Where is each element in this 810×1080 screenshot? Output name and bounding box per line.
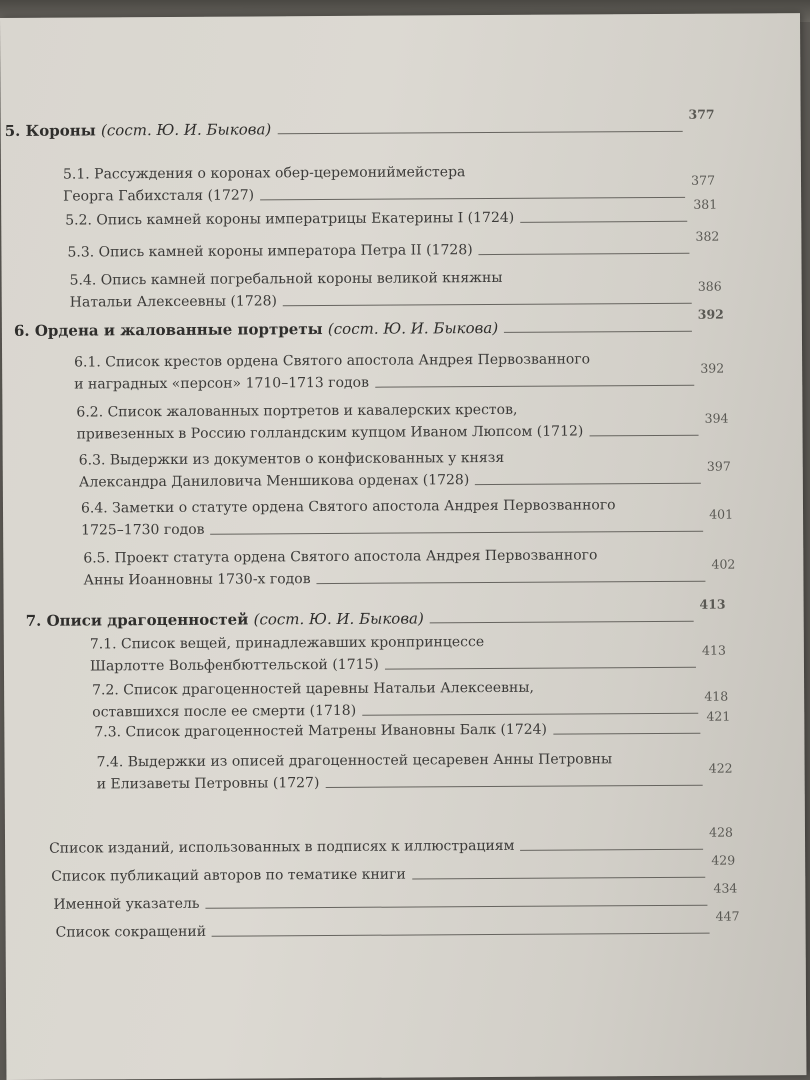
- dot-leader: [412, 877, 706, 880]
- dot-leader: [211, 531, 704, 535]
- entry-line-1: Список публикаций авторов по тематике книги: [51, 866, 406, 885]
- toc-entry-abbreviations: [55, 908, 740, 943]
- entry-line-2: Анны Иоанновны 1730-х годов: [83, 571, 311, 589]
- entry-line-2: Натальи Алексеевны (1728): [69, 293, 278, 311]
- page-number: 401: [709, 506, 734, 522]
- section-title: Описи драгоценностей: [46, 610, 249, 630]
- page-number: 418: [704, 688, 729, 704]
- toc-entry-author-publications: [51, 852, 736, 888]
- dot-leader: [479, 253, 690, 255]
- dot-leader: [325, 785, 702, 788]
- toc-entry-7-1: [90, 630, 726, 678]
- toc-entry-5-4: [70, 266, 722, 314]
- toc-entry-name-index: [53, 880, 738, 916]
- dot-leader: [206, 905, 708, 909]
- dot-leader: [589, 435, 698, 437]
- toc-entry-6-4: [81, 494, 733, 542]
- toc-entry-6-2: [76, 398, 728, 446]
- section-credit: (сост. Ю. И. Быкова): [100, 120, 272, 140]
- page-number: 447: [715, 908, 740, 924]
- dot-leader: [521, 849, 704, 851]
- toc-section-5: [4, 106, 715, 142]
- section-number: 5.: [4, 121, 21, 140]
- entry-line-1: 6.3. Выдержки из документов о конфискованных у князя: [78, 449, 505, 469]
- entry-line-2: Георга Габихсталя (1727): [63, 187, 255, 205]
- page-number: 434: [713, 880, 738, 896]
- entry-line-2: Шарлотте Вольфенбюттельской (1715): [89, 656, 379, 675]
- dot-leader: [475, 483, 701, 485]
- entry-line-2: привезенных в Россию голландским купцом Иваном Люпсом (1712): [76, 423, 584, 443]
- toc-entry-5-3: [67, 228, 720, 264]
- toc-section-7: [25, 596, 726, 632]
- dot-leader: [283, 303, 692, 306]
- page-number: 377: [688, 106, 715, 122]
- section-number: 6.: [13, 321, 30, 340]
- page-number: 386: [697, 278, 722, 294]
- toc-entry-6-5: [83, 544, 735, 592]
- dot-leader: [375, 385, 694, 388]
- page-number: 402: [711, 556, 736, 572]
- page-number: 382: [695, 228, 720, 244]
- page-number: 381: [693, 196, 718, 212]
- entry-line-2: и наградных «персон» 1710–1713 годов: [74, 374, 370, 393]
- toc-entry-bibliography: [49, 824, 734, 860]
- entry-line-1: 6.2. Список жалованных портретов и кавалерских крестов,: [76, 401, 518, 421]
- dot-leader: [520, 221, 687, 223]
- section-credit: (сост. Ю. И. Быкова): [327, 318, 499, 339]
- entry-line-1: 6.1. Список крестов ордена Святого апостола Андрея Первозванного: [74, 351, 591, 371]
- entry-line-1: 7.2. Список драгоценностей царевны Натальи Алексеевны,: [92, 679, 534, 699]
- section-credit: (сост. Ю. И. Быкова): [253, 609, 424, 629]
- entry-line-1: 5.2. Опись камней короны императрицы Екатерины I (1724): [65, 209, 515, 229]
- toc-entry-5-1: [63, 160, 715, 208]
- dot-leader: [277, 131, 682, 134]
- page-number: 394: [704, 410, 729, 426]
- page-number: 413: [699, 596, 726, 612]
- dot-leader: [553, 733, 701, 735]
- entry-line-1: 7.4. Выдержки из описей драгоценностей цесаревен Анны Петровны: [96, 751, 613, 771]
- entry-line-2: и Елизаветы Петровны (1727): [96, 775, 320, 793]
- dot-leader: [385, 667, 696, 670]
- entry-line-2: оставшихся после ее смерти (1718): [92, 702, 357, 721]
- dot-leader: [504, 331, 692, 333]
- toc-entry-5-2: [65, 196, 718, 232]
- entry-line-1: 5.3. Опись камней короны императора Петра II (1728): [67, 242, 473, 261]
- entry-line-1: 7.3. Список драгоценностей Матрены Ивановны Балк (1724): [94, 721, 548, 741]
- entry-line-1: 5.1. Рассуждения о коронах обер-церемониймейстера: [62, 164, 466, 183]
- page-number: 428: [709, 824, 734, 840]
- dot-leader: [362, 713, 698, 716]
- dot-leader: [430, 621, 694, 624]
- book-page: [0, 13, 806, 1080]
- toc-entry-6-3: [79, 446, 731, 494]
- toc-section-6: [13, 306, 724, 342]
- entry-line-2: 1725–1730 годов: [81, 521, 205, 539]
- toc-entry-7-4: [96, 748, 732, 796]
- page-number: 392: [697, 306, 724, 322]
- entry-line-1: Именной указатель: [53, 895, 200, 913]
- entry-line-1: Список изданий, использованных в подписях к иллюстрациям: [49, 837, 515, 857]
- entry-line-1: 6.5. Проект статута ордена Святого апостола Андрея Первозванного: [83, 547, 598, 567]
- toc-entry-6-1: [74, 348, 724, 396]
- page-number: 397: [706, 458, 731, 474]
- page-number: 392: [700, 360, 725, 376]
- page-number: 421: [706, 708, 731, 724]
- dot-leader: [260, 197, 685, 201]
- entry-line-1: 5.4. Опись камней погребальной короны великой княжны: [69, 269, 503, 289]
- entry-line-1: 6.4. Заметки о статуте ордена Святого апостола Андрея Первозванного: [80, 497, 616, 517]
- section-title: Ордена и жалованные портреты: [34, 320, 323, 340]
- page-number: 422: [708, 760, 733, 776]
- dot-leader: [317, 581, 706, 584]
- entry-line-1: Список сокращений: [55, 923, 207, 941]
- toc-entry-7-2: [92, 676, 728, 724]
- section-number: 7.: [25, 611, 42, 630]
- section-title: Короны: [25, 121, 96, 140]
- entry-line-1: 7.1. Список вещей, принадлежавших кронпринцессе: [89, 634, 485, 653]
- page-number: 429: [711, 852, 736, 868]
- entry-line-2: Александра Даниловича Меншикова орденах (1728): [78, 472, 470, 491]
- dot-leader: [212, 933, 710, 937]
- page-number: 377: [691, 172, 716, 188]
- page-number: 413: [701, 642, 726, 658]
